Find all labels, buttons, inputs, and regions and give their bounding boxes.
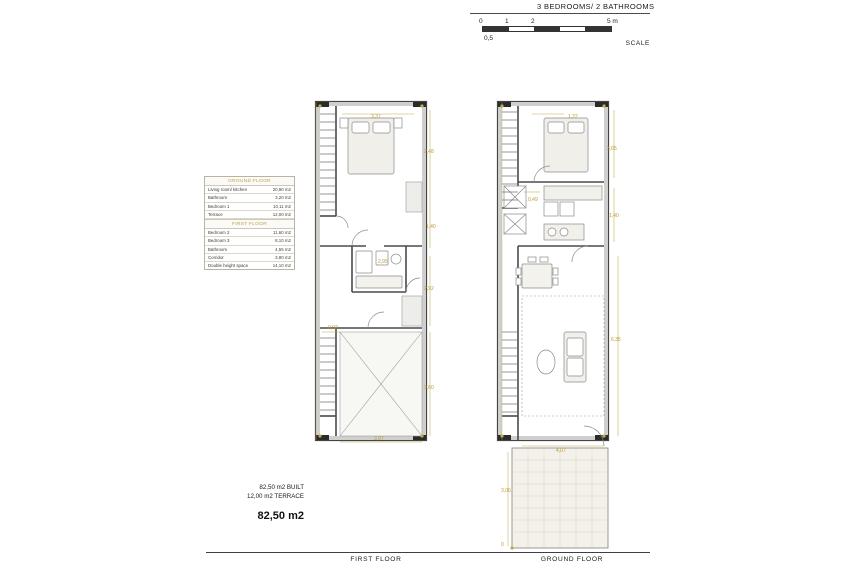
caption-first-floor: FIRST FLOOR <box>350 556 402 563</box>
legend-row <box>205 186 294 194</box>
dimension-label: 4,07 <box>556 448 566 454</box>
dimension-label: 3,60 <box>424 385 434 391</box>
dimension-label: 0 <box>501 542 504 548</box>
page-title: 3 BEDROOMS/ 2 BATHROOMS <box>537 2 655 11</box>
legend-row-value: 14,10 m2 <box>272 262 291 268</box>
dimension-label: 3,97 <box>374 436 384 442</box>
areas-legend <box>204 176 295 270</box>
legend-row <box>205 262 294 269</box>
dimension-label: 1,40 <box>609 213 619 219</box>
legend-first-floor-title: FIRST FLOOR <box>205 219 294 229</box>
scale-tick-5: 5 m <box>607 18 618 25</box>
dimension-label: 6,35 <box>611 337 621 343</box>
legend-row-value: 4,55 m2 <box>275 246 291 252</box>
scale-tick-2: 2 <box>531 18 535 25</box>
scale-tick-half: 0,5 <box>484 35 494 42</box>
legend-row-name: Terrace <box>208 211 223 217</box>
legend-row-value: 12,00 m2 <box>272 211 291 217</box>
ground-floor-plan <box>488 96 638 556</box>
dimension-label: 0,49 <box>528 197 538 203</box>
total-built: 82,50 m2 BUILT <box>259 484 304 491</box>
legend-row-name: Living room/ kitchen <box>208 187 248 193</box>
dimension-label: 2,92 <box>424 286 434 292</box>
total-area: 82,50 m2 <box>257 510 304 522</box>
dimension-label: 2,95 <box>378 259 388 265</box>
legend-row-name: Bathroom <box>208 246 228 252</box>
legend-row-name: Double height space <box>208 262 249 268</box>
total-terrace: 12,00 m2 TERRACE <box>247 493 304 500</box>
legend-row <box>205 246 294 254</box>
legend-row <box>205 203 294 211</box>
legend-row <box>205 254 294 262</box>
dimension-label: 3,06 <box>501 488 511 494</box>
legend-row <box>205 229 294 237</box>
legend-row <box>205 237 294 245</box>
first-floor-plan <box>306 96 446 456</box>
caption-divider-right <box>500 552 650 553</box>
dimension-label: 1,22 <box>568 114 578 120</box>
legend-row-name: Bedroom 1 <box>208 203 230 209</box>
legend-row-name: Bedroom 3 <box>208 238 230 244</box>
scale-bar-graphic <box>482 26 612 32</box>
legend-row-value: 8,10 m2 <box>275 238 291 244</box>
dimension-label: 1,40 <box>426 224 436 230</box>
legend-row <box>205 194 294 202</box>
caption-ground-floor: GROUND FLOOR <box>540 556 604 563</box>
dimension-label: 3,37 <box>371 114 381 120</box>
scale-tick-0: 0 <box>479 18 483 25</box>
legend-row-value: 10,11 m2 <box>273 203 291 209</box>
legend-row-name: Bathroom <box>208 195 228 201</box>
legend-row <box>205 211 294 219</box>
legend-row-value: 3,80 m2 <box>275 254 291 260</box>
legend-row-name: Bedroom 2 <box>208 230 230 236</box>
legend-row-value: 11,60 m2 <box>273 230 291 236</box>
dimension-label: 2,48 <box>424 149 434 155</box>
scale-bar <box>470 18 650 48</box>
header-divider <box>470 13 650 14</box>
legend-row-value: 20,90 m2 <box>272 187 291 193</box>
legend-row-name: Corridor <box>208 254 224 260</box>
dimension-label: 0,92 <box>328 325 338 331</box>
scale-tick-1: 1 <box>505 18 509 25</box>
legend-row-value: 3,20 m2 <box>275 195 291 201</box>
totals-block <box>218 483 304 501</box>
legend-ground-floor-title: GROUND FLOOR <box>205 177 294 186</box>
dimension-label: 3,65 <box>607 146 617 152</box>
scale-label: SCALE <box>625 40 650 47</box>
